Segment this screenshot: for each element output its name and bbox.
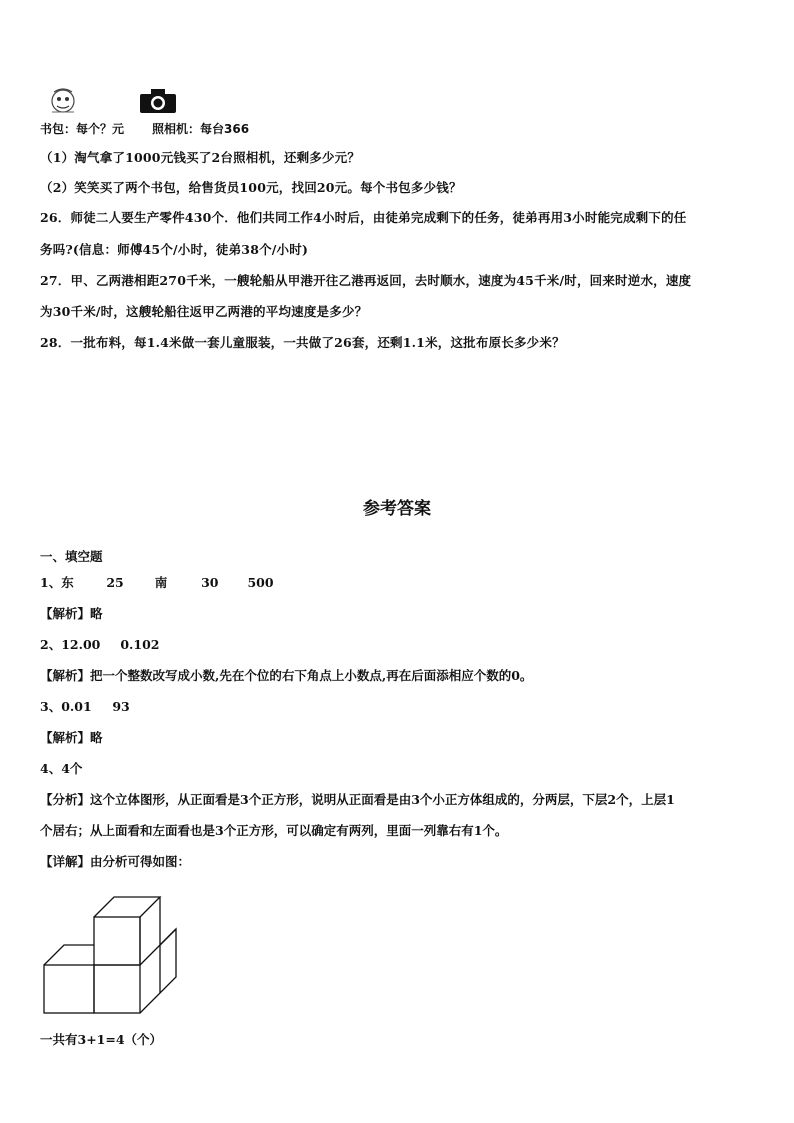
cube-edge bbox=[160, 929, 176, 945]
answer-2-note: 【解析】把一个整数改写成小数,先在个位的右下角点上小数点,再在后面添相应个数的0。 bbox=[40, 668, 533, 683]
answer-3-item: 93 bbox=[112, 699, 130, 714]
answer-3-row bbox=[40, 697, 130, 715]
answer-2-item: 2、12.00 bbox=[40, 637, 101, 652]
answer-2-row bbox=[40, 635, 160, 653]
answer-4-analysis-line2: 个居右；从上面看和左面看也是3个正方形，可以确定有两列，里面一列靠右有1个。 bbox=[40, 823, 508, 838]
icon-row bbox=[44, 86, 264, 116]
question-27-line2: 为30千米/时，这艘轮船往返甲乙两港的平均速度是多少？ bbox=[40, 304, 368, 319]
cube-top-face bbox=[94, 897, 160, 917]
answer-4-row: 4、4个 bbox=[40, 761, 83, 776]
cube-front-left bbox=[44, 965, 94, 1013]
question-1: （1）淘气拿了1000元钱买了2台照相机，还剩多少元？ bbox=[40, 150, 361, 165]
answer-1-item: 1、东 bbox=[40, 575, 74, 590]
question-28: 28．一批布料，每1.4米做一套儿童服装，一共做了26套，还剩1.1米，这批布原长多少米？ bbox=[40, 335, 565, 350]
answer-4-detail: 【详解】由分析可得如图： bbox=[40, 854, 191, 869]
answer-1-note: 【解析】略 bbox=[40, 606, 103, 621]
question-2: （2）笑笑买了两个书包，给售货员100元，找回20元。每个书包多少钱？ bbox=[40, 180, 462, 195]
cube-front-right bbox=[94, 965, 140, 1013]
answer-4-analysis-line1: 【分析】这个立体图形，从正面看是3个正方形，说明从正面看是由3个小正方体组成的，分两层，下层2个，上层1 bbox=[40, 792, 675, 807]
question-26-line2: 务吗?(信息：师傅45个/小时，徒弟38个/小时) bbox=[40, 242, 309, 257]
question-26-line1: 26．师徒二人要生产零件430个．他们共同工作4小时后，由徒弟完成剩下的任务，徒弟再用3小时能完成剩下的任 bbox=[40, 210, 687, 225]
camera-caption: 照相机：每台366 bbox=[152, 122, 250, 136]
answer-3-note: 【解析】略 bbox=[40, 730, 103, 745]
answer-1-item: 25 bbox=[106, 575, 124, 590]
answer-title: 参考答案 bbox=[363, 499, 431, 519]
bag-caption: 书包：每个？元 bbox=[40, 122, 125, 136]
section-title: 一、填空题 bbox=[40, 549, 103, 564]
answer-1-item: 500 bbox=[247, 575, 274, 590]
schoolbag-icon bbox=[48, 86, 78, 114]
answer-1-row bbox=[40, 573, 274, 591]
answer-3-item: 3、0.01 bbox=[40, 699, 92, 714]
cube-right-side bbox=[140, 929, 176, 1013]
camera-icon bbox=[139, 88, 177, 114]
answer-1-item: 南 bbox=[154, 575, 168, 590]
cube-figure bbox=[40, 893, 180, 1015]
cube-lower-top bbox=[44, 945, 94, 965]
answer-4-total: 一共有3+1=4（个） bbox=[40, 1032, 163, 1047]
question-27-line1: 27．甲、乙两港相距270千米，一艘轮船从甲港开往乙港再返回，去时顺水，速度为45千米/时，回来时逆水，速度 bbox=[40, 273, 692, 288]
answer-2-item: 0.102 bbox=[120, 637, 160, 652]
cube-front-top bbox=[94, 917, 140, 965]
answer-1-item: 30 bbox=[201, 575, 219, 590]
